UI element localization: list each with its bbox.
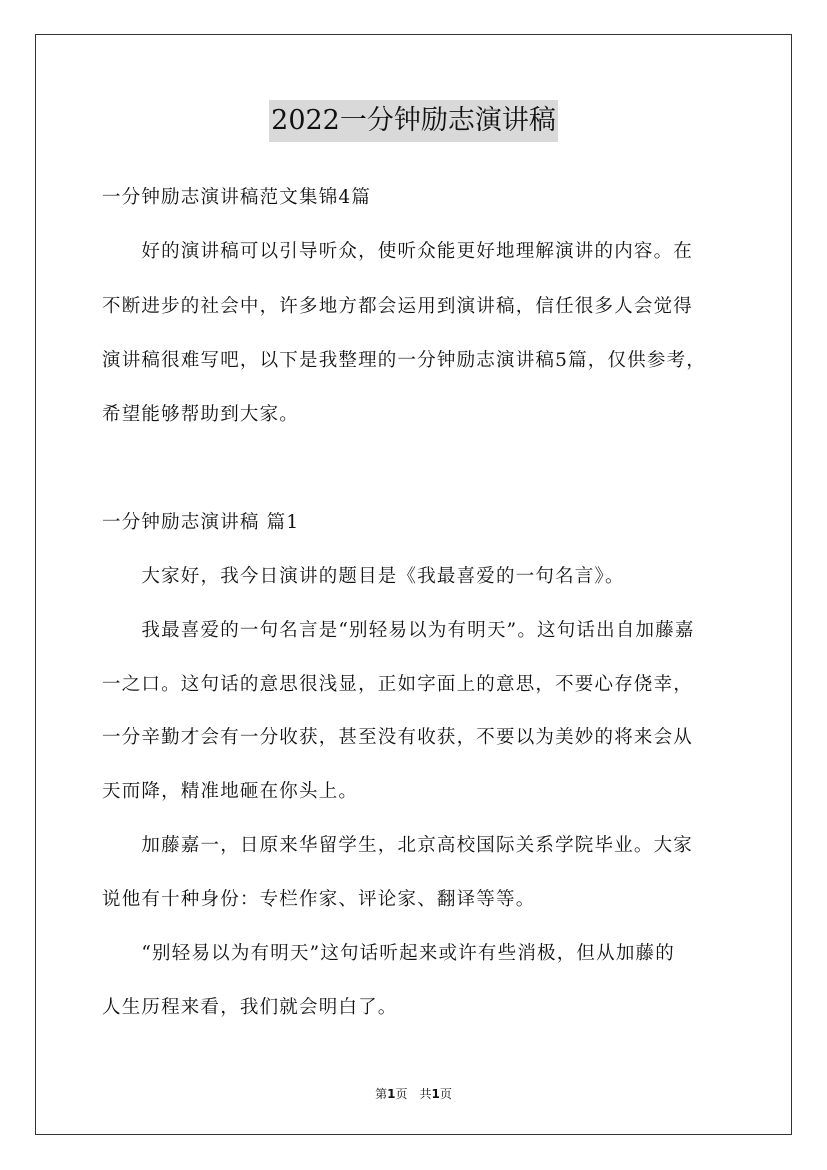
document-title: 2022一分钟励志演讲稿 (269, 100, 558, 142)
intro-line: 希望能够帮助到大家。 (102, 404, 300, 425)
body-line: 大家好，我今日演讲的题目是《我最喜爱的一句名言》。 (102, 566, 625, 587)
title-container (0, 100, 827, 142)
body-line: 人生历程来看，我们就会明白了。 (102, 997, 398, 1018)
footer-prefix: 第 (375, 1087, 388, 1101)
body-line: 天而降，精准地砸在你头上。 (102, 781, 359, 802)
intro-line: 不断进步的社会中，许多地方都会运用到演讲稿，信任很多人会觉得 (102, 296, 694, 317)
footer-page-number: 1 (387, 1087, 396, 1101)
footer-middle: 页 共 (395, 1087, 432, 1101)
footer-suffix: 页 (439, 1087, 452, 1101)
footer-total-pages: 1 (431, 1087, 440, 1101)
body-line: 一分辛勤才会有一分收获，甚至没有收获，不要以为美妙的将来会从 (102, 727, 694, 748)
body-line: 加藤嘉一，日原来华留学生，北京高校国际关系学院毕业。大家 (102, 835, 694, 856)
body-line: 一之口。这句话的意思很浅显，正如字面上的意思，不要心存侥幸， (102, 674, 694, 695)
intro-line: 好的演讲稿可以引导听众，使听众能更好地理解演讲的内容。在 (102, 241, 694, 262)
body-line: 我最喜爱的一句名言是“别轻易以为有明天”。这句话出自加藤嘉 (102, 620, 695, 641)
subtitle: 一分钟励志演讲稿范文集锦4篇 (102, 187, 372, 208)
body-line: “别轻易以为有明天”这句话听起来或许有些消极，但从加藤的 (102, 943, 675, 964)
page-footer (0, 1085, 827, 1102)
section-heading: 一分钟励志演讲稿 篇1 (102, 512, 300, 533)
intro-line: 演讲稿很难写吧，以下是我整理的一分钟励志演讲稿5篇，仅供参考， (102, 350, 706, 371)
body-line: 说他有十种身份：专栏作家、评论家、翻译等等。 (102, 889, 536, 910)
